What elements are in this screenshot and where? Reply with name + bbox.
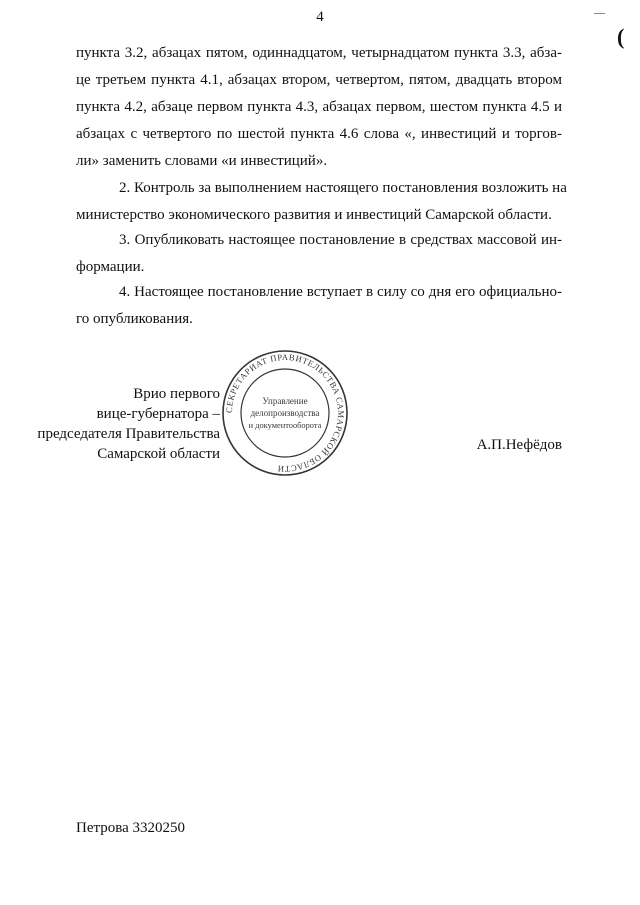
paragraph-4 (76, 279, 562, 333)
stamp-outer-text: СЕКРЕТАРИАТ ПРАВИТЕЛЬСТВА САМАРСКОЙ ОБЛАСТИ (223, 351, 347, 475)
executor-reference: Петрова 3320250 (76, 820, 186, 836)
paragraph-line: 3. Опубликовать настоящее постановление в средствах массовой ин- (119, 232, 562, 248)
page-number: 4 (316, 9, 324, 25)
paragraph-line: 4. Настоящее постановление вступает в силу со дня его официально- (119, 284, 562, 300)
margin-mark-bracket: ( (617, 24, 625, 49)
paragraph-line: абзацах с четвертого по шестой пункта 4.6 слова «, инвестиций и торгов- (76, 126, 562, 142)
paragraph-3 (76, 227, 562, 281)
paragraph-line: формации. (76, 259, 145, 275)
paragraph-line: пункта 4.2, абзаце первом пункта 4.3, абзацах первом, шестом пункта 4.5 и (76, 99, 562, 115)
margin-mark: — (594, 7, 605, 19)
paragraph-line: министерство экономического развития и инвестиций Самарской области. (76, 207, 552, 223)
signatory-title-line: вице-губернатора – (96, 406, 220, 422)
paragraph-line: пункта 3.2, абзацах пятом, одиннадцатом, четырнадцатом пункта 3.3, абза- (76, 45, 562, 61)
signatory-title (37, 384, 220, 464)
stamp-inner-line: и документооборота (248, 421, 322, 430)
signatory-title-line: председателя Правительства (37, 426, 220, 442)
paragraph-2 (76, 175, 567, 229)
paragraph-line: це третьем пункта 4.1, абзацах втором, четвертом, пятом, двадцать втором (76, 72, 562, 88)
paragraph-line: 2. Контроль за выполнением настоящего постановления возложить на (119, 180, 567, 196)
stamp-inner-line: делопроизводства (250, 408, 320, 418)
stamp-inner-line: Управление (262, 396, 308, 406)
paragraph-line: го опубликования. (76, 311, 193, 327)
signatory-title-line: Врио первого (133, 386, 220, 402)
official-seal-stamp (220, 348, 350, 478)
signatory-title-line: Самарской области (97, 446, 220, 462)
paragraph-line: ли» заменить словами «и инвестиций». (76, 153, 328, 169)
paragraph-1 (76, 40, 562, 175)
signatory-name: А.П.Нефёдов (476, 437, 562, 453)
